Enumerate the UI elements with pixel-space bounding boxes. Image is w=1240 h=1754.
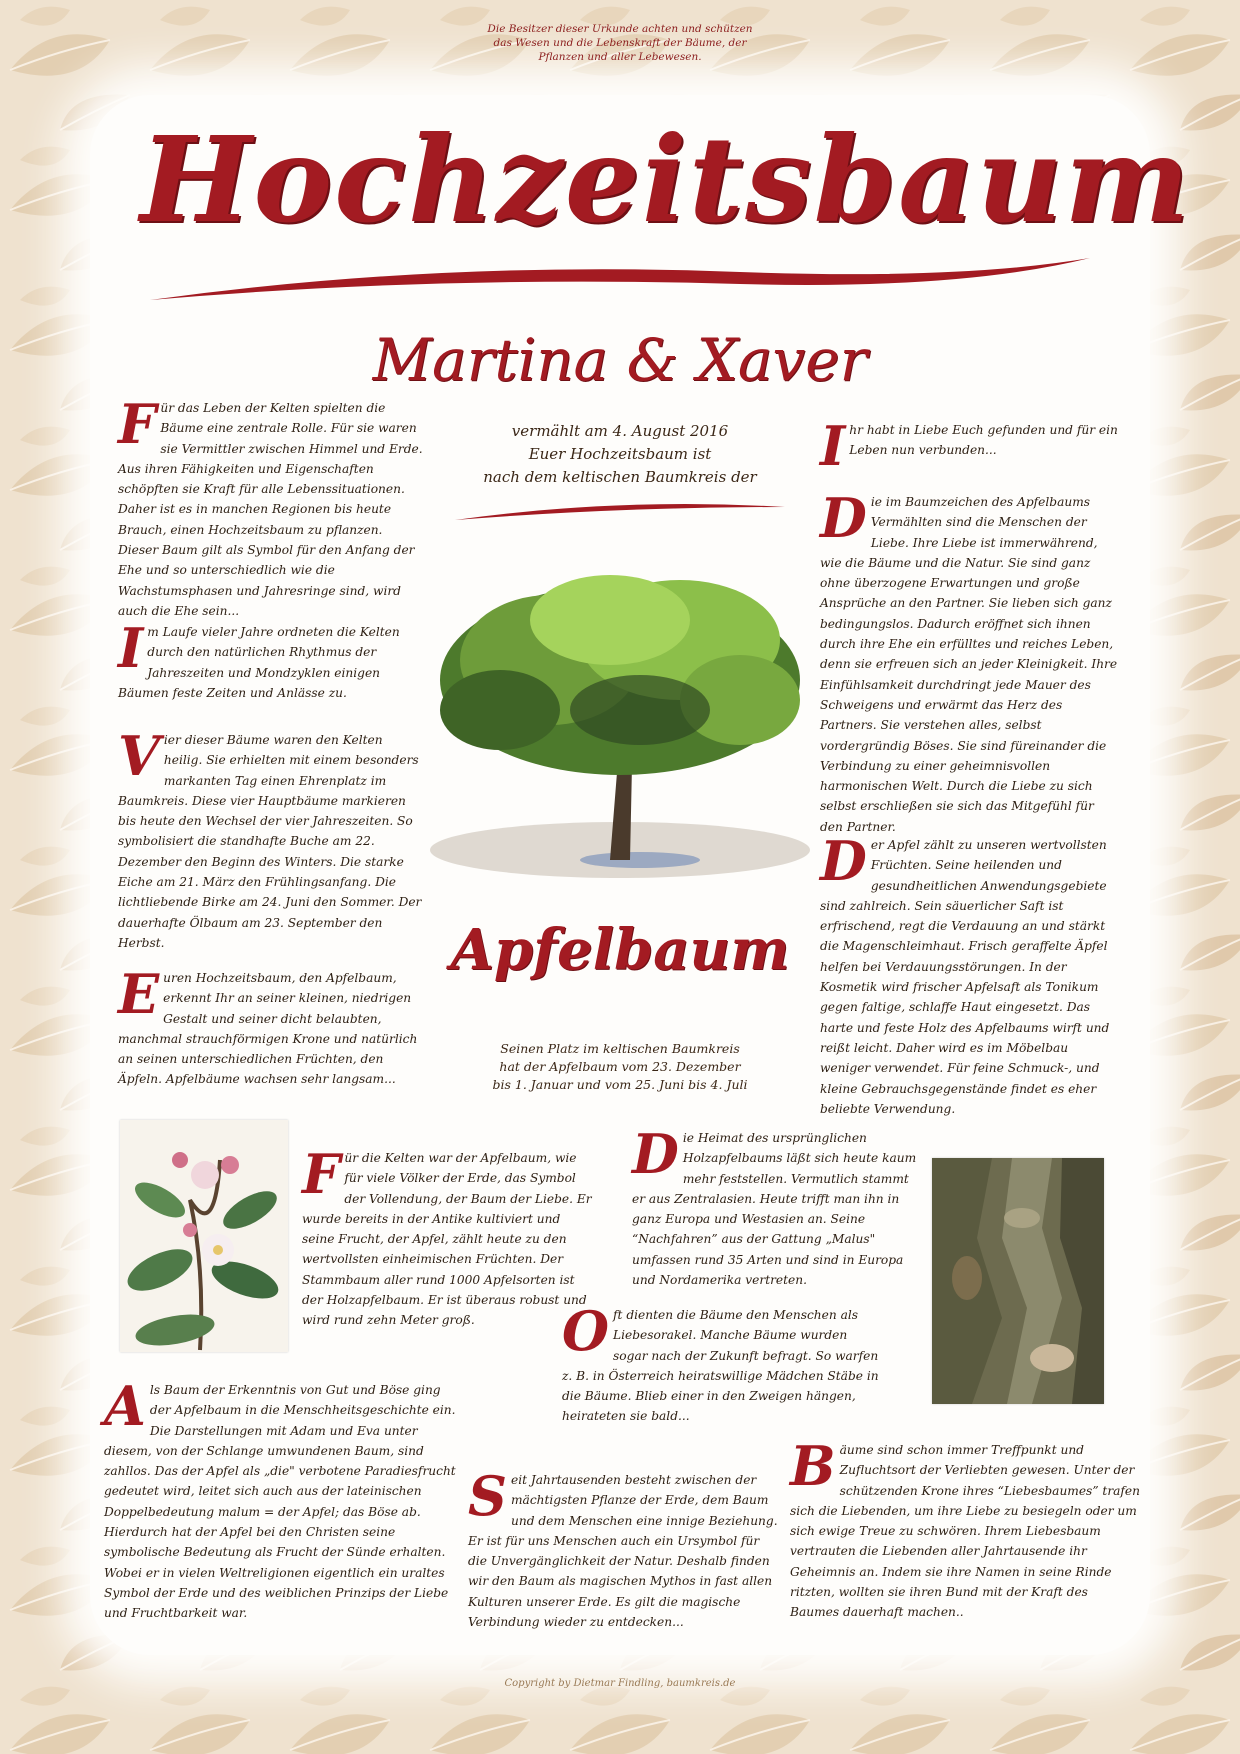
paragraph-left-4 bbox=[118, 962, 423, 1090]
title-flourish bbox=[140, 250, 1100, 310]
paragraph-right-1 bbox=[820, 414, 1120, 478]
place-line: Seinen Platz im keltischen Baumkreis bbox=[500, 1041, 740, 1056]
drop-cap: D bbox=[820, 829, 867, 893]
paragraph-left-3 bbox=[118, 724, 423, 953]
married-line: nach dem keltischen Baumkreis der bbox=[483, 468, 757, 486]
married-line: Euer Hochzeitsbaum ist bbox=[528, 445, 712, 463]
paragraph-text: m Laufe vieler Jahre ordneten die Kelten durch den natürlichen Rhythmus der Jahreszeiten und Mondzyklen einigen Bäumen feste Zeiten und Anlässe zu. bbox=[118, 625, 400, 700]
paragraph-text: ier dieser Bäume waren den Kelten heilig. Sie erhielten mit einem besonders markanten Tag einen Ehrenplatz im Baumkreis. Diese vier Hauptbäume markieren bis heute den Wechsel der vier Jahreszeiten. So symbolisiert die standhafte Buche am 22. Dezember den Beginn des Winters. Die starke Eiche am 21. März den Frühlingsanfang. Die lichtliebende Birke am 24. Juni den Sommer. Der dauerhafte Ölbaum am 23. September den Herbst. bbox=[118, 733, 422, 950]
drop-cap: V bbox=[118, 724, 160, 788]
married-block bbox=[440, 420, 800, 489]
place-line: hat der Apfelbaum vom 23. Dezember bbox=[499, 1059, 741, 1074]
paragraph-text: ft dienten die Bäume den Menschen als Liebesorakel. Manche Bäume wurden sogar nach der Zukunft befragt. So warfen z. B. in Österreich heiratswillige Mädchen Stäbe in die Bäume. Blieb einer in den Zweigen hängen, heirateten sie bald... bbox=[562, 1308, 879, 1424]
paragraph-text: ür die Kelten war der Apfelbaum, wie für viele Völker der Erde, das Symbol der Vollendung, der Baum der Liebe. Er wurde bereits in der Antike kultiviert und seine Frucht, der Apfel, zählt heute zu den wertvollsten einheimischen Früchten. Der Stammbaum aller rund 1000 Apfelsorten ist der Holzapfelbaum. Er ist überaus robust und wird rund zehn Meter groß. bbox=[302, 1151, 592, 1328]
married-line: vermählt am 4. August 2016 bbox=[511, 422, 729, 440]
apple-blossom-illustration bbox=[120, 1120, 288, 1352]
drop-cap: B bbox=[790, 1434, 836, 1498]
paragraph-text: ie im Baumzeichen des Apfelbaums Vermählten sind die Menschen der Liebe. Ihre Liebe ist immerwährend, wie die Bäume und die Natur. Sie sind ganz ohne überzogene Erwartungen und große Ansprüche an den Partner. Sie lieben sich ganz bedingungslos. Dadurch eröffnet sich ihnen durch ihre Ehe ein erfülltes und reiches Leben, denn sie erfreuen sich an jeder Kleinigkeit. Ihre Einfühlsamkeit durchdringt jede Mauer des Schweigens und erwärmt das Herz des Partners. Sie verstehen alles, selbst vordergründig Böses. Sie sind füreinander die Verbindung zu einer geheimnisvollen harmonischen Welt. Durch die Liebe zu sich selbst erschließen sie sich das Mitgefühl für den Partner. bbox=[820, 495, 1118, 834]
drop-cap: E bbox=[118, 962, 160, 1026]
paragraph-text: er Apfel zählt zu unseren wertvollsten Früchten. Seine heilenden und gesundheitlichen Anwendungsgebiete sind zahlreich. Sein säuerlicher Saft ist erfrischend, regt die Verdauung an und stärkt die Magenschleimhaut. Frisch geraffelte Äpfel helfen bei Verdauungsstörungen. In der Kosmetik wird frischer Apfelsaft als Tonikum gegen faltige, schlaffe Haut eingesetzt. Das harte und feste Holz des Apfelbaums wirft und reißt leicht. Daher wird es im Möbelbau weniger verwendet. Für feine Schmuck-, und kleine Gebrauchsgegenstände findet es eher beliebte Verwendung. bbox=[820, 838, 1110, 1116]
copyright-text: Copyright by Dietmar Findling, baumkreis.de bbox=[504, 1678, 736, 1689]
drop-cap: D bbox=[820, 486, 867, 550]
paragraph-right-2 bbox=[820, 486, 1120, 837]
bark-texture-illustration bbox=[932, 1158, 1104, 1404]
place-block bbox=[470, 1040, 770, 1094]
paragraph-text: uren Hochzeitsbaum, den Apfelbaum, erkennt Ihr an seiner kleinen, niedrigen Gestalt und seiner dicht belaubten, manchmal strauchförmigen Krone und natürlich an seinen unterschiedlichen Früchten, den Äpfeln. Apfelbäume wachsen sehr langsam... bbox=[118, 971, 418, 1087]
paragraph-bottom-3 bbox=[790, 1434, 1140, 1623]
paragraph-text: ür das Leben der Kelten spielten die Bäume eine zentrale Rolle. Für sie waren sie Vermittler zwischen Himmel und Erde. Aus ihren Fähigkeiten und Eigenschaften schöpften sie Kraft für alle Lebenssituationen. Daher ist es in manchen Regionen bis heute Brauch, einen Hochzeitsbaum zu pflanzen. Dieser Baum gilt als Symbol für den Anfang der Ehe und so unterschiedlich wie die Wachstumsphasen und Jahresringe sind, wird auch die Ehe sein... bbox=[118, 401, 423, 618]
paragraph-middle-1 bbox=[302, 1142, 592, 1331]
couple-names: Martina & Xaver bbox=[372, 326, 868, 394]
drop-cap: A bbox=[104, 1374, 146, 1438]
paragraph-text: ie Heimat des ursprünglichen Holzapfelbaums läßt sich heute kaum mehr feststellen. Vermutlich stammt er aus Zentralasien. Heute trifft man ihn in ganz Europa und Westasien an. Seine “Nachfahren” aus der Gattung „Malus" umfassen rund 35 Arten und sind in Europa und Nordamerika vertreten. bbox=[632, 1131, 917, 1288]
drop-cap: S bbox=[468, 1464, 507, 1528]
paragraph-right-3 bbox=[820, 829, 1120, 1119]
apple-tree-illustration bbox=[410, 560, 830, 890]
dedication-text: Die Besitzer dieser Urkunde achten und schützen das Wesen und die Lebenskraft der Bäume, der Pflanzen und aller Lebewesen. bbox=[487, 23, 753, 63]
paragraph-text: hr habt in Liebe Euch gefunden und für ein Leben nun verbunden... bbox=[849, 423, 1118, 458]
drop-cap: O bbox=[562, 1299, 610, 1363]
drop-cap: I bbox=[820, 414, 846, 478]
paragraph-bottom-1 bbox=[104, 1374, 460, 1624]
paragraph-left-2 bbox=[118, 616, 423, 703]
tree-name: Apfelbaum bbox=[450, 917, 790, 983]
paragraph-middle-2 bbox=[632, 1122, 922, 1290]
page-title: Hochzeitsbaum bbox=[140, 110, 1192, 249]
drop-cap: F bbox=[302, 1142, 341, 1206]
place-line: bis 1. Januar und vom 25. Juni bis 4. Juli bbox=[492, 1077, 748, 1092]
drop-cap: I bbox=[118, 616, 144, 680]
paragraph-bottom-2 bbox=[468, 1464, 778, 1632]
drop-cap: D bbox=[632, 1122, 679, 1186]
paragraph-left-1 bbox=[118, 392, 423, 621]
paragraph-text: eit Jahrtausenden besteht zwischen der mächtigsten Pflanze der Erde, dem Baum und dem Menschen eine innige Beziehung. Er ist für uns Menschen auch ein Ursymbol für die Unvergänglichkeit der Natur. Deshalb finden wir den Baum als magischen Mythos in fast allen Kulturen unserer Erde. Es gilt die magische Verbindung wieder zu entdecken... bbox=[468, 1473, 778, 1630]
divider-flourish bbox=[450, 495, 790, 525]
paragraph-text: äume sind schon immer Treffpunkt und Zufluchtsort der Verliebten gewesen. Unter der schützenden Krone ihres “Liebesbaumes” trafen sich die Liebenden, um ihre Liebe zu besiegeln oder um sich ewige Treue zu schwören. Ihrem Liebesbaum vertrauten die Liebenden aller Jahrtausende ihr Geheimnis an. Indem sie ihre Namen in seine Rinde ritzten, wollten sie ihren Bund mit der Kraft des Baumes dauerhaft machen.. bbox=[790, 1443, 1140, 1620]
paragraph-middle-3 bbox=[562, 1299, 882, 1427]
paragraph-text: ls Baum der Erkenntnis von Gut und Böse ging der Apfelbaum in die Menschheitsgeschichte ein. Die Darstellungen mit Adam und Eva unter diesem, von der Schlange umwundenen Baum, sind zahllos. Das der Apfel als „die" verbotene Paradiesfrucht gedeutet wird, leitet sich auch aus der lateinischen Doppelbedeutung malum = der Apfel; das Böse ab. Hierdurch hat der Apfel bei den Christen seine symbolische Bedeutung als Frucht der Sünde erhalten. Wobei er in vielen Weltreligionen eigentlich ein uraltes Symbol der Erde und des weiblichen Prinzips der Liebe und Fruchtbarkeit war. bbox=[104, 1383, 456, 1621]
drop-cap: F bbox=[118, 392, 157, 456]
